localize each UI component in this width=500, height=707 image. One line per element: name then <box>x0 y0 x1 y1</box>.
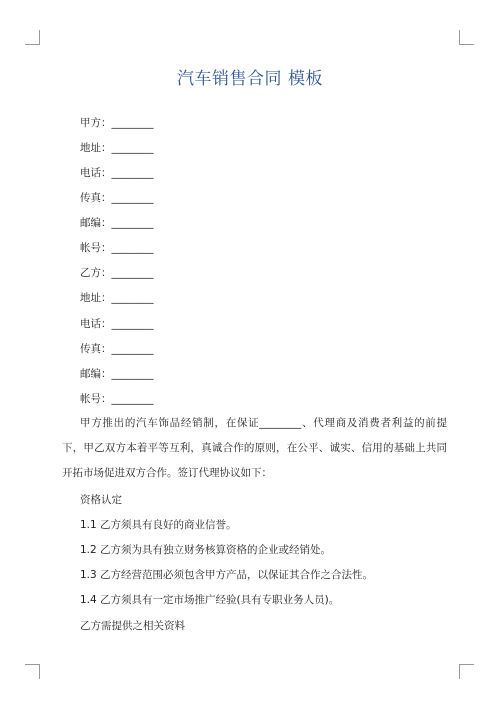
page-corner-mark-top-right <box>459 30 474 45</box>
party-a-account-field: 帐号：________ <box>80 242 154 254</box>
section-heading: 资格认定 <box>80 494 122 506</box>
party-a-name-field: 甲方：________ <box>80 117 154 129</box>
party-a-address-field: 地址：________ <box>80 142 154 154</box>
clause-1-3: 1.3 乙方经营范围必须包含甲方产品，以保证其合作之合法性。 <box>80 569 374 581</box>
page-corner-mark-top-left <box>25 30 40 45</box>
intro-paragraph: 甲方推出的汽车饰品经销制，在保证________、代理商及消费者利益的前提下，甲乙双方本着平等互利，真诚合作的原则，在公平、诚实、信用的基础上共同开拓市场促进双方合作。签订代理协议如下： <box>62 417 447 479</box>
closing-line: 乙方需提供之相关资料 <box>80 620 185 632</box>
party-a-fax-field: 传真：________ <box>80 192 154 204</box>
page-corner-mark-bottom-left <box>25 664 40 679</box>
party-b-address-field: 地址：________ <box>80 292 154 304</box>
party-a-postcode-field: 邮编：________ <box>80 217 154 229</box>
party-b-account-field: 帐号：________ <box>80 393 154 405</box>
document-title: 汽车销售合同 模板 <box>177 69 323 89</box>
party-a-phone-field: 电话：________ <box>80 167 154 179</box>
party-b-fax-field: 传真：________ <box>80 343 154 355</box>
party-b-name-field: 乙方：________ <box>80 267 154 279</box>
clause-1-1: 1.1 乙方须具有良好的商业信誉。 <box>80 519 237 531</box>
clause-1-4: 1.4 乙方须具有一定市场推广经验(具有专职业务人员)。 <box>80 594 340 606</box>
party-b-phone-field: 电话：________ <box>80 318 154 330</box>
page-corner-mark-bottom-right <box>459 664 474 679</box>
party-b-postcode-field: 邮编：________ <box>80 368 154 380</box>
clause-1-2: 1.2 乙方须为具有独立财务核算资格的企业或经销处。 <box>80 544 332 556</box>
